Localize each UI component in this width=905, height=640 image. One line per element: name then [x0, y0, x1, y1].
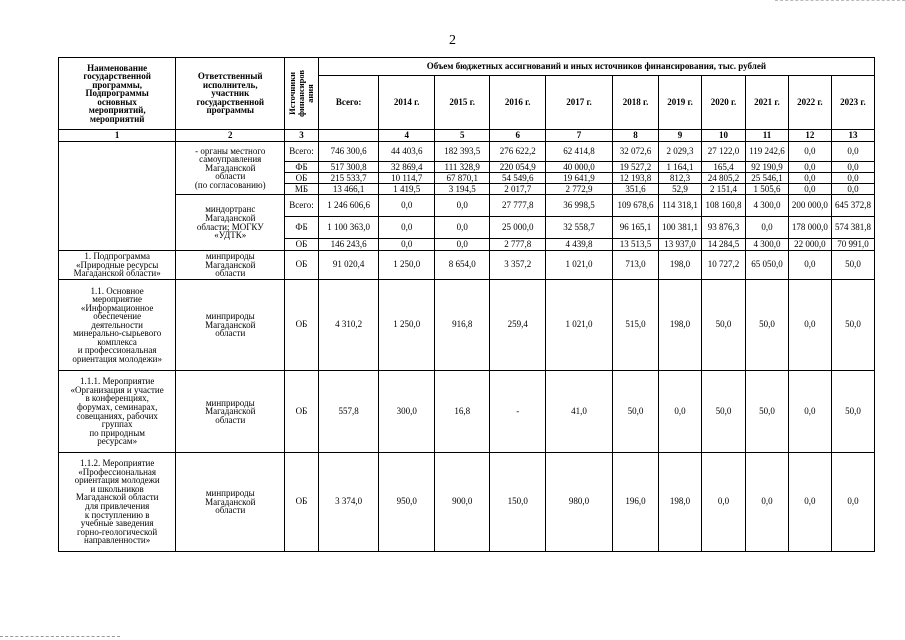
executor-cell: минприроды Магаданской области — [176, 251, 285, 280]
value-cell: 10 114,7 — [379, 173, 435, 184]
value-cell: 0,0 — [788, 453, 831, 552]
value-cell: 67 870,1 — [434, 173, 490, 184]
value-cell: 25 546,1 — [746, 173, 789, 184]
value-cell: 0,0 — [788, 251, 831, 280]
source-cell: МБ — [285, 184, 319, 195]
value-cell: 0,0 — [434, 195, 490, 217]
header-year: 2017 г. — [545, 76, 612, 130]
program-name-cell: 1. Подпрограмма «Природные ресурсы Магаданской области» — [59, 251, 176, 280]
value-cell: 4 300,0 — [746, 239, 789, 251]
header-row — [59, 58, 875, 76]
header-year: 2021 г. — [746, 76, 789, 130]
value-cell: 4 310,2 — [318, 280, 379, 371]
value-cell: 50,0 — [702, 280, 746, 371]
value-cell: 2 772,9 — [545, 184, 612, 195]
value-cell: 8 654,0 — [434, 251, 490, 280]
value-cell: 50,0 — [702, 371, 746, 453]
value-cell: 32 869,4 — [379, 162, 435, 173]
value-cell: 0,0 — [788, 371, 831, 453]
source-cell: ФБ — [285, 162, 319, 173]
column-numbers-row — [59, 130, 875, 142]
column-number — [318, 130, 379, 142]
column-number: 8 — [613, 130, 659, 142]
header-year: 2015 г. — [434, 76, 490, 130]
column-number: 13 — [831, 130, 874, 142]
value-cell: 50,0 — [831, 251, 874, 280]
value-cell: 165,4 — [702, 162, 746, 173]
value-cell: 1 164,1 — [659, 162, 702, 173]
header-year: Всего: — [318, 76, 379, 130]
data-row — [59, 142, 875, 162]
value-cell: 65 050,0 — [746, 251, 789, 280]
value-cell: 108 160,8 — [702, 195, 746, 217]
column-number: 1 — [59, 130, 176, 142]
value-cell: 96 165,1 — [613, 217, 659, 239]
header-year: 2020 г. — [702, 76, 746, 130]
value-cell: 100 381,1 — [659, 217, 702, 239]
value-cell: 14 284,5 — [702, 239, 746, 251]
column-number: 3 — [285, 130, 319, 142]
value-cell: 2 017,7 — [490, 184, 546, 195]
program-name-cell: 1.1.1. Мероприятие «Организация и участие в конференциях, форумах, семинарах, совещаниях, рабочих группах по природным ресурсам» — [59, 371, 176, 453]
value-cell: 54 549,6 — [490, 173, 546, 184]
value-cell: 574 381,8 — [831, 217, 874, 239]
value-cell: 4 439,8 — [545, 239, 612, 251]
source-cell: ОБ — [285, 239, 319, 251]
value-cell: 10 727,2 — [702, 251, 746, 280]
value-cell: 12 193,8 — [613, 173, 659, 184]
value-cell: 91 020,4 — [318, 251, 379, 280]
data-row — [59, 251, 875, 280]
source-cell: ОБ — [285, 173, 319, 184]
value-cell: 215 533,7 — [318, 173, 379, 184]
value-cell: 0,0 — [788, 142, 831, 162]
source-cell: Всего: — [285, 195, 319, 217]
data-row — [59, 195, 875, 217]
value-cell: 111 328,9 — [434, 162, 490, 173]
value-cell: 1 100 363,0 — [318, 217, 379, 239]
header-year: 2023 г. — [831, 76, 874, 130]
source-cell: ОБ — [285, 371, 319, 453]
value-cell: 0,0 — [788, 173, 831, 184]
column-number: 6 — [490, 130, 546, 142]
value-cell: - — [490, 371, 546, 453]
value-cell: 109 678,6 — [613, 195, 659, 217]
value-cell: 0,0 — [831, 173, 874, 184]
value-cell: 22 000,0 — [788, 239, 831, 251]
header-executor-col: Ответственный исполнитель, участник государственной программы — [176, 58, 285, 130]
executor-cell: миндортранс Магаданской области; МОГКУ «УДТК» — [176, 195, 285, 251]
value-cell: 300,0 — [379, 371, 435, 453]
value-cell: 980,0 — [545, 453, 612, 552]
value-cell: 1 021,0 — [545, 280, 612, 371]
value-cell: 1 021,0 — [545, 251, 612, 280]
value-cell: 19 527,2 — [613, 162, 659, 173]
value-cell: 0,0 — [746, 217, 789, 239]
value-cell: 50,0 — [831, 280, 874, 371]
value-cell: 0,0 — [831, 453, 874, 552]
column-number: 7 — [545, 130, 612, 142]
value-cell: 150,0 — [490, 453, 546, 552]
value-cell: 114 318,1 — [659, 195, 702, 217]
value-cell: 812,3 — [659, 173, 702, 184]
value-cell: 182 393,5 — [434, 142, 490, 162]
value-cell: 200 000,0 — [788, 195, 831, 217]
name-cell-empty — [59, 142, 176, 251]
executor-cell: минприроды Магаданской области — [176, 453, 285, 552]
value-cell: 198,0 — [659, 453, 702, 552]
value-cell: 0,0 — [434, 239, 490, 251]
executor-cell: - органы местного самоуправления Магаданской области (по согласованию) — [176, 142, 285, 195]
value-cell: 3 374,0 — [318, 453, 379, 552]
value-cell: 52,9 — [659, 184, 702, 195]
value-cell: 746 300,6 — [318, 142, 379, 162]
value-cell: 198,0 — [659, 280, 702, 371]
value-cell: 0,0 — [831, 184, 874, 195]
value-cell: 0,0 — [434, 217, 490, 239]
value-cell: 0,0 — [746, 453, 789, 552]
value-cell: 24 805,2 — [702, 173, 746, 184]
value-cell: 259,4 — [490, 280, 546, 371]
value-cell: 41,0 — [545, 371, 612, 453]
value-cell: 0,0 — [659, 371, 702, 453]
value-cell: 351,6 — [613, 184, 659, 195]
header-name-col: Наименование государственной программы, Подпрограммы основных мероприятий, мероприятий — [59, 58, 176, 130]
value-cell: 16,8 — [434, 371, 490, 453]
program-name-cell: 1.1. Основное мероприятие «Информационное обеспечение деятельности минерально-сырьевого комплекса и профессиональная ориентация молодежи» — [59, 280, 176, 371]
value-cell: 36 998,5 — [545, 195, 612, 217]
value-cell: 44 403,6 — [379, 142, 435, 162]
header-source-label: Источники финансиров ания — [287, 70, 315, 117]
value-cell: 0,0 — [788, 280, 831, 371]
value-cell: 0,0 — [788, 162, 831, 173]
value-cell: 70 991,0 — [831, 239, 874, 251]
value-cell: 13 513,5 — [613, 239, 659, 251]
program-name-cell: 1.1.2. Мероприятие «Профессиональная ориентация молодежи и школьников Магаданской области для привлечения к поступлению в учебные заведения горно-геологической направленности» — [59, 453, 176, 552]
page-number: 2 — [449, 33, 456, 48]
header-year: 2018 г. — [613, 76, 659, 130]
source-cell: ФБ — [285, 217, 319, 239]
value-cell: 27 122,0 — [702, 142, 746, 162]
value-cell: 1 250,0 — [379, 251, 435, 280]
source-cell: ОБ — [285, 251, 319, 280]
executor-cell: минприроды Магаданской области — [176, 280, 285, 371]
value-cell: 92 190,9 — [746, 162, 789, 173]
column-number: 4 — [379, 130, 435, 142]
value-cell: 0,0 — [831, 162, 874, 173]
value-cell: 50,0 — [613, 371, 659, 453]
value-cell: 198,0 — [659, 251, 702, 280]
value-cell: 62 414,8 — [545, 142, 612, 162]
scan-edge-mark — [0, 636, 120, 639]
value-cell: 50,0 — [746, 280, 789, 371]
value-cell: 220 054,9 — [490, 162, 546, 173]
value-cell: 4 300,0 — [746, 195, 789, 217]
header-year: 2022 г. — [788, 76, 831, 130]
executor-cell: минприроды Магаданской области — [176, 371, 285, 453]
column-number: 10 — [702, 130, 746, 142]
value-cell: 32 072,6 — [613, 142, 659, 162]
value-cell: 1 505,6 — [746, 184, 789, 195]
header-year: 2016 г. — [490, 76, 546, 130]
value-cell: 1 419,5 — [379, 184, 435, 195]
scan-edge-mark — [775, 0, 905, 3]
header-year: 2014 г. — [379, 76, 435, 130]
value-cell: 0,0 — [379, 239, 435, 251]
value-cell: 178 000,0 — [788, 217, 831, 239]
value-cell: 2 029,3 — [659, 142, 702, 162]
value-cell: 119 242,6 — [746, 142, 789, 162]
value-cell: 1 246 606,6 — [318, 195, 379, 217]
value-cell: 0,0 — [788, 184, 831, 195]
value-cell: 50,0 — [831, 371, 874, 453]
value-cell: 50,0 — [746, 371, 789, 453]
value-cell: 276 622,2 — [490, 142, 546, 162]
value-cell: 916,8 — [434, 280, 490, 371]
value-cell: 0,0 — [831, 142, 874, 162]
data-row — [59, 280, 875, 371]
value-cell: 27 777,8 — [490, 195, 546, 217]
value-cell: 0,0 — [379, 195, 435, 217]
value-cell: 515,0 — [613, 280, 659, 371]
value-cell: 146 243,6 — [318, 239, 379, 251]
value-cell: 713,0 — [613, 251, 659, 280]
source-cell: Всего: — [285, 142, 319, 162]
budget-table — [58, 57, 875, 552]
source-cell: ОБ — [285, 453, 319, 552]
data-row — [59, 453, 875, 552]
value-cell: 40 000,0 — [545, 162, 612, 173]
value-cell: 13 937,0 — [659, 239, 702, 251]
value-cell: 196,0 — [613, 453, 659, 552]
value-cell: 557,8 — [318, 371, 379, 453]
value-cell: 517 300,8 — [318, 162, 379, 173]
column-number: 5 — [434, 130, 490, 142]
value-cell: 32 558,7 — [545, 217, 612, 239]
value-cell: 950,0 — [379, 453, 435, 552]
value-cell: 25 000,0 — [490, 217, 546, 239]
value-cell: 13 466,1 — [318, 184, 379, 195]
header-funding-group: Объем бюджетных ассигнований и иных источников финансирования, тыс. рублей — [318, 58, 874, 76]
value-cell: 900,0 — [434, 453, 490, 552]
value-cell: 645 372,8 — [831, 195, 874, 217]
column-number: 9 — [659, 130, 702, 142]
value-cell: 0,0 — [379, 217, 435, 239]
column-number: 11 — [746, 130, 789, 142]
value-cell: 93 876,3 — [702, 217, 746, 239]
value-cell: 0,0 — [702, 453, 746, 552]
value-cell: 2 151,4 — [702, 184, 746, 195]
value-cell: 2 777,8 — [490, 239, 546, 251]
value-cell: 3 194,5 — [434, 184, 490, 195]
source-cell: ОБ — [285, 280, 319, 371]
value-cell: 1 250,0 — [379, 280, 435, 371]
column-number: 2 — [176, 130, 285, 142]
value-cell: 3 357,2 — [490, 251, 546, 280]
data-row — [59, 371, 875, 453]
column-number: 12 — [788, 130, 831, 142]
value-cell: 19 641,9 — [545, 173, 612, 184]
header-year: 2019 г. — [659, 76, 702, 130]
header-source-col — [285, 58, 319, 130]
